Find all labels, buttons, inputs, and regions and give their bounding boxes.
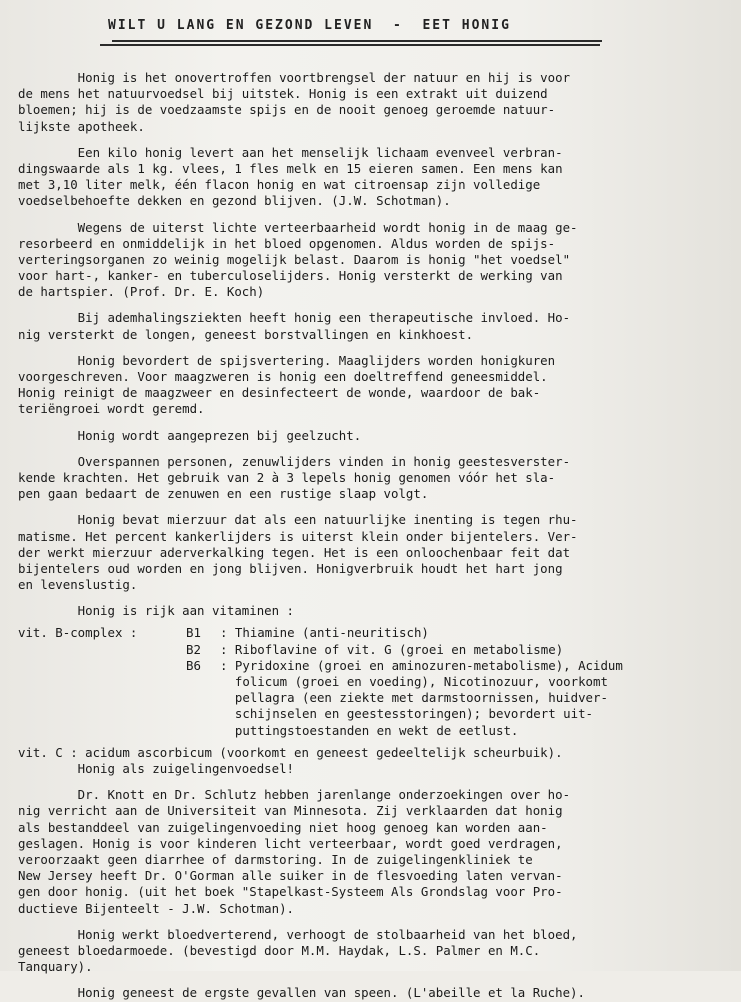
vitamin-code: B2 xyxy=(186,641,201,657)
text-line: matisme. Het percent kankerlijders is uiterst klein onder bijentelers. Ver- xyxy=(18,528,578,544)
vitamin-description: folicum (groei en voeding), Nicotinozuur, voorkomt xyxy=(220,674,608,690)
text-line: dingswaarde als 1 kg. vlees, 1 fles melk en 15 eieren samen. Een mens kan xyxy=(18,160,563,176)
paragraph xyxy=(18,220,730,301)
paragraph-gap xyxy=(18,343,730,353)
vitamin-description: pellagra (een ziekte met darmstoornissen, huidver- xyxy=(220,690,608,706)
paragraph xyxy=(18,353,730,418)
text-line: nig versterkt de longen, geneest borstvallingen en kinkhoest. xyxy=(18,326,474,342)
text-line: pen gaan bedaart de zenuwen en een rustige slaap volgt. xyxy=(18,486,429,502)
text-line: Bij ademhalingsziekten heeft honig een therapeutische invloed. Ho- xyxy=(18,310,571,326)
vitamin-description: schijnselen en geestesstoringen); bevordert uit- xyxy=(220,706,593,722)
vitamin-row xyxy=(18,674,730,690)
paragraph xyxy=(18,70,730,135)
text-line: geslagen. Honig is voor kinderen licht verteerbaar, wordt goed verdragen, xyxy=(18,835,563,851)
text-line: veroorzaakt geen diarrhee of darmstoring. In de zuigelingenkliniek te xyxy=(18,851,533,867)
paragraph-gap xyxy=(18,444,730,454)
text-line: ductieve Bijenteelt - J.W. Schotman). xyxy=(18,900,295,916)
text-line: Honig als zuigelingenvoedsel! xyxy=(18,761,295,777)
text-line: bijentelers oud worden en jong blijven. Honigverbruik houdt het hart jong xyxy=(18,560,563,576)
text-line: Honig bevordert de spijsvertering. Maaglijders worden honigkuren xyxy=(18,352,556,368)
text-line: verteringsorganen zo weinig mogelijk belast. Daarom is honig "het voedsel" xyxy=(18,251,571,267)
vitamin-row xyxy=(18,642,730,658)
text-line: teriëngroei wordt geremd. xyxy=(18,401,205,417)
vitamin-description: : Thiamine (anti-neuritisch) xyxy=(220,625,429,641)
vitamin-row xyxy=(18,625,730,641)
paragraph-gap xyxy=(18,418,730,428)
text-line: voorgeschreven. Voor maagzweren is honig een doeltreffend geneesmiddel. xyxy=(18,369,548,384)
paragraph-gap xyxy=(18,502,730,512)
text-line: Wegens de uiterst lichte verteerbaarheid wordt honig in de maag ge- xyxy=(18,219,578,235)
paragraph xyxy=(18,428,730,444)
text-line: Honig is het onovertroffen voortbrengsel der natuur en hij is voor xyxy=(18,70,571,85)
text-line: voor hart-, kanker- en tuberculoselijders. Honig versterkt de werking van xyxy=(18,268,563,284)
paragraph xyxy=(18,927,730,976)
vitamin-code: B1 xyxy=(186,625,201,641)
paragraph xyxy=(18,454,730,503)
paragraph-gap xyxy=(18,777,730,787)
text-line: nig verricht aan de Universiteit van Minnesota. Zij verklaarden dat honig xyxy=(18,803,563,819)
paragraph-gap xyxy=(18,593,730,603)
paragraph xyxy=(18,985,730,1001)
title-underline-second xyxy=(100,44,600,46)
text-line: Honig bevat mierzuur dat als een natuurlijke inenting is tegen rhu- xyxy=(18,512,578,528)
vitamin-row xyxy=(18,658,730,674)
vitamin-code: B6 xyxy=(186,657,201,673)
paragraph xyxy=(18,787,730,917)
text-line: Tanquary). xyxy=(18,959,93,975)
title-underline xyxy=(112,40,602,42)
document-title: WILT U LANG EN GEZOND LEVEN - EET HONIG xyxy=(108,18,511,33)
vitamin-group-label: vit. B-complex : xyxy=(18,625,138,641)
paragraph-gap xyxy=(18,975,730,985)
paragraph xyxy=(18,145,730,210)
text-line: Honig wordt aangeprezen bij geelzucht. xyxy=(18,427,362,443)
text-line: Honig is rijk aan vitaminen : xyxy=(18,603,295,619)
paragraph-gap xyxy=(18,300,730,310)
text-line: Overspannen personen, zenuwlijders vinden in honig geestesverster- xyxy=(18,453,571,469)
paragraph xyxy=(18,761,730,777)
text-line: voedselbehoefte dekken en gezond blijven. (J.W. Schotman). xyxy=(18,193,451,209)
text-line: en levenslustig. xyxy=(18,577,138,593)
text-line: de mens het natuurvoedsel bij uitstek. Honig is een extrakt uit duizend xyxy=(18,86,548,102)
text-line: als bestanddeel van zuigelingenvoeding niet hoog genoeg kan worden aan- xyxy=(18,819,548,835)
vitamin-row xyxy=(18,723,730,739)
paragraph-gap xyxy=(18,210,730,220)
text-line: Honig reinigt de maagzweer en desinfecteert de wonde, waardoor de bak- xyxy=(18,385,541,401)
document-body xyxy=(18,70,730,1001)
text-line: bloemen; hij is de voedzaamste spijs en de nooit genoeg geroemde natuur- xyxy=(18,102,556,118)
text-line: met 3,10 liter melk, één flacon honig en wat citroensap zijn volledige xyxy=(18,177,541,193)
vitamin-c-line: vit. C : acidum ascorbicum (voorkomt en geneest gedeeltelijk scheurbuik). xyxy=(18,744,563,760)
paragraph-gap xyxy=(18,135,730,145)
text-line: New Jersey heeft Dr. O'Gorman alle suiker in de flesvoeding laten vervan- xyxy=(18,868,563,884)
vitamin-description: puttingstoestanden en wekt de eetlust. xyxy=(220,722,519,738)
text-line: Dr. Knott en Dr. Schlutz hebben jarenlange onderzoekingen over ho- xyxy=(18,787,571,803)
text-line: de hartspier. (Prof. Dr. E. Koch) xyxy=(18,284,265,300)
text-line: gen door honig. (uit het boek "Stapelkast-Systeem Als Grondslag voor Pro- xyxy=(18,884,563,900)
text-line: Honig geneest de ergste gevallen van speen. (L'abeille et la Ruche). xyxy=(18,985,585,1001)
vitamin-row xyxy=(18,690,730,706)
text-line: resorbeerd en onmiddelijk in het bloed opgenomen. Aldus worden de spijs- xyxy=(18,235,556,251)
vitamin-row xyxy=(18,706,730,722)
text-line: lijkste apotheek. xyxy=(18,118,145,134)
text-line: Een kilo honig levert aan het menselijk lichaam evenveel verbran- xyxy=(18,144,563,160)
text-line: der werkt mierzuur aderverkalking tegen. Het is een onloochenbaar feit dat xyxy=(18,544,571,560)
paragraph-gap xyxy=(18,917,730,927)
vitamin-description: : Pyridoxine (groei en aminozuren-metabolisme), Acidum xyxy=(220,657,623,673)
paragraph xyxy=(18,512,730,593)
text-line: kende krachten. Het gebruik van 2 à 3 lepels honig genomen vóór het sla- xyxy=(18,469,556,485)
vitamin-description: : Riboflavine of vit. G (groei en metabolisme) xyxy=(220,641,564,657)
vitamin-list xyxy=(18,625,730,761)
text-line: Honig werkt bloedverterend, verhoogt de stolbaarheid van het bloed, xyxy=(18,926,578,942)
paragraph xyxy=(18,310,730,342)
paragraph xyxy=(18,603,730,619)
text-line: geneest bloedarmoede. (bevestigd door M.M. Haydak, L.S. Palmer en M.C. xyxy=(18,942,541,958)
